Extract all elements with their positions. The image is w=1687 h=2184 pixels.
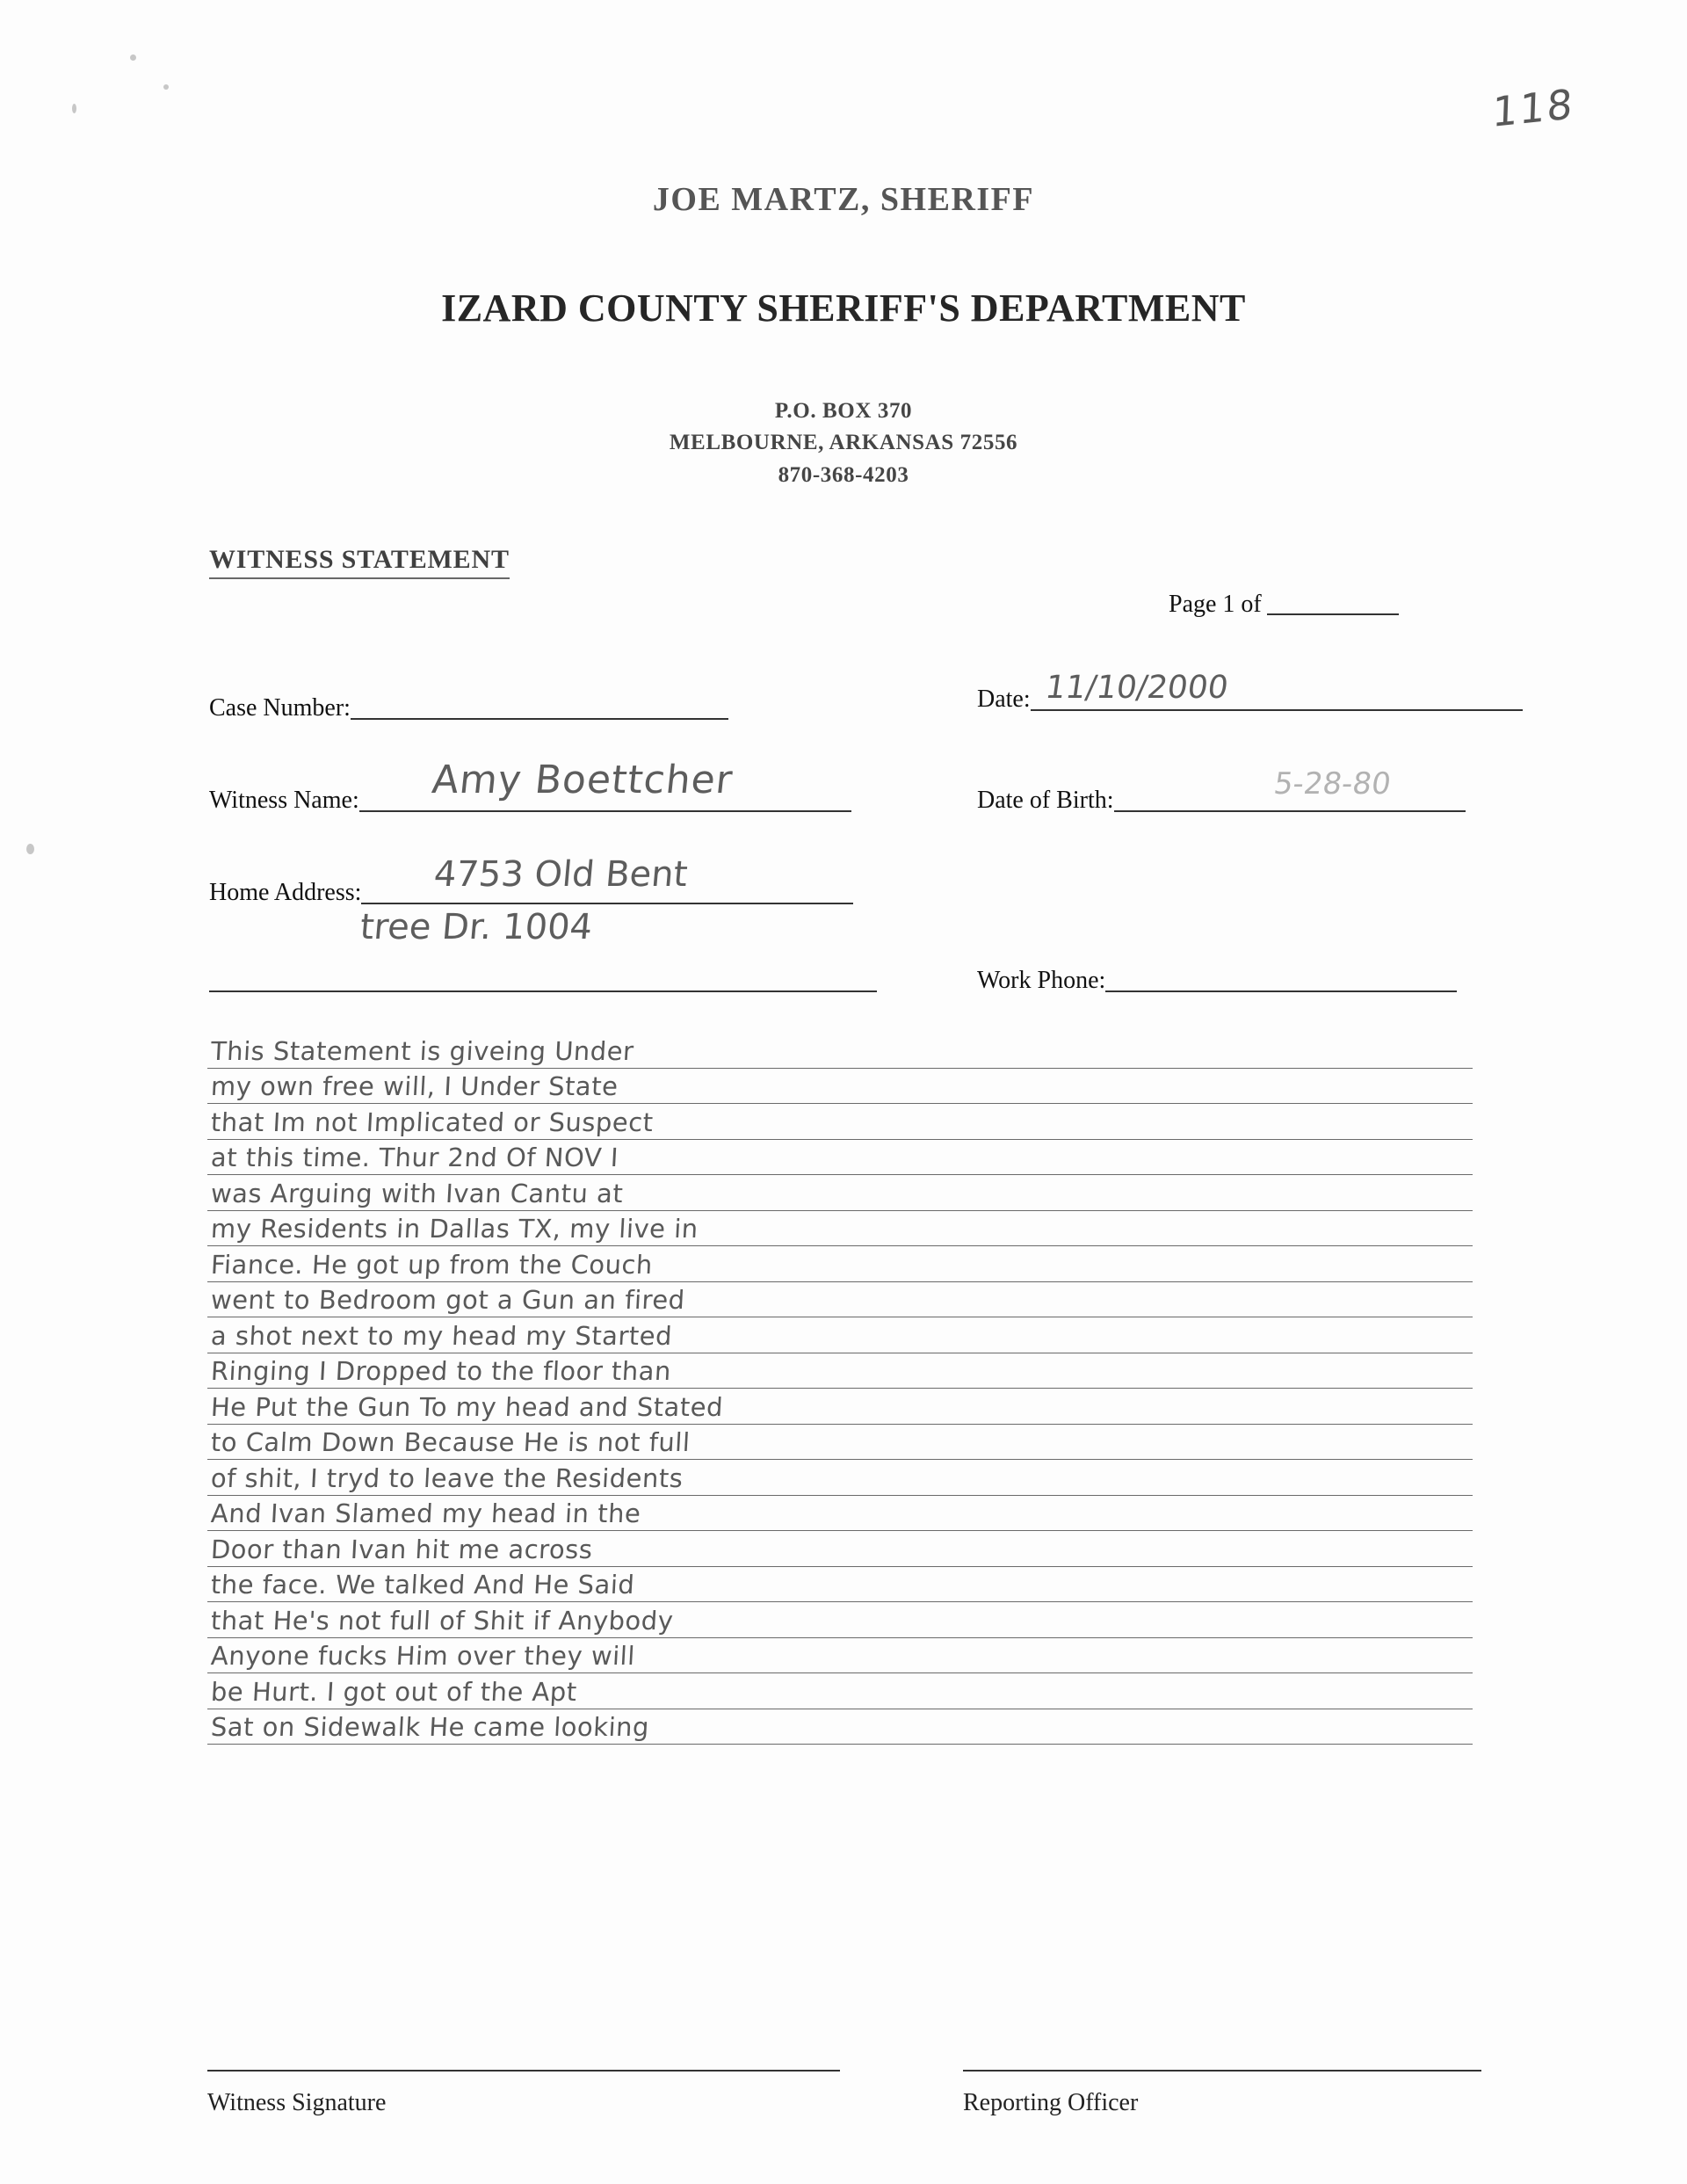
po-box-line: P.O. BOX 370: [774, 399, 913, 423]
statement-line: [207, 1389, 1473, 1425]
page-of-field: [1169, 591, 1399, 619]
sheriff-name-heading: JOE MARTZ, SHERIFF: [652, 181, 1035, 218]
city-state-zip-line: MELBOURNE, ARKANSAS 72556: [669, 431, 1018, 455]
statement-line: [207, 1246, 1473, 1282]
statement-line-text: Door than Ivan hit me across: [210, 1534, 594, 1564]
statement-line-text: be Hurt. I got out of the Apt: [210, 1676, 578, 1707]
home-address-handwritten-line2: tree Dr. 1004: [358, 907, 594, 947]
statement-line-text: the face. We talked And He Said: [210, 1570, 636, 1600]
date-label: Date:: [977, 686, 1031, 713]
home-address-label: Home Address:: [209, 879, 362, 906]
statement-line-text: to Calm Down Because He is not full: [210, 1427, 691, 1457]
witness-name-label: Witness Name:: [209, 787, 359, 814]
statement-line-text: This Statement is giveing Under: [210, 1035, 635, 1066]
statement-line: [207, 1104, 1473, 1140]
statement-line-text: that Im not Implicated or Suspect: [210, 1107, 655, 1137]
statement-line-text: Anyone fucks Him over they will: [210, 1641, 636, 1671]
statement-line: [207, 1175, 1473, 1211]
statement-line-text: that He's not full of Shit if Anybody: [210, 1605, 675, 1636]
statement-line: [207, 1353, 1473, 1389]
statement-line: [207, 1069, 1473, 1105]
case-number-rule[interactable]: [351, 697, 728, 720]
date-handwritten-value: 11/10/2000: [1043, 670, 1231, 706]
date-of-birth-field: [977, 787, 1466, 815]
statement-line: [207, 1282, 1473, 1318]
witness-signature-label: Witness Signature: [207, 2089, 387, 2116]
work-phone-label: Work Phone:: [977, 967, 1106, 994]
case-number-label: Case Number:: [209, 694, 351, 722]
department-address: [0, 395, 1687, 491]
statement-line: [207, 1673, 1473, 1709]
scan-speck: [163, 84, 169, 90]
statement-line-text: a shot next to my head my Started: [210, 1320, 673, 1351]
statement-body[interactable]: [207, 1033, 1473, 1991]
statement-line-text: Fiance. He got up from the Couch: [210, 1249, 654, 1280]
page-of-rule: [1267, 594, 1399, 615]
scan-speck: [130, 54, 136, 61]
statement-line: [207, 1638, 1473, 1674]
home-address-handwritten-line1: 4753 Old Bent: [431, 854, 690, 895]
statement-line: [207, 1211, 1473, 1247]
statement-line-text: my Residents in Dallas TX, my live in: [210, 1214, 699, 1244]
reporting-officer-label: Reporting Officer: [963, 2089, 1139, 2116]
case-number-field: [209, 694, 728, 722]
handwritten-page-number: 118: [1491, 79, 1575, 137]
statement-line: [207, 1567, 1473, 1603]
statement-line: [207, 1140, 1473, 1176]
scan-speck: [72, 104, 76, 113]
statement-line-text: at this time. Thur 2nd Of NOV I: [210, 1143, 619, 1172]
statement-line-text: Sat on Sidewalk He came looking: [210, 1712, 650, 1742]
statement-line: [207, 1531, 1473, 1567]
statement-line: [207, 1460, 1473, 1496]
page-of-label: Page 1 of: [1169, 591, 1262, 618]
phone-line: 870-368-4203: [778, 462, 909, 487]
home-address-rule-2[interactable]: [209, 969, 877, 992]
statement-line: [207, 1425, 1473, 1461]
statement-line: [207, 1602, 1473, 1638]
form-title: WITNESS STATEMENT: [209, 545, 510, 579]
statement-line-text: of shit, I tryd to leave the Residents: [210, 1462, 684, 1493]
statement-line-text: He Put the Gun To my head and Stated: [210, 1391, 724, 1422]
reporting-officer-line[interactable]: [963, 2070, 1481, 2072]
work-phone-field: [977, 967, 1457, 995]
statement-line-text: Ringing I Dropped to the floor than: [210, 1356, 672, 1386]
statement-line-text: my own free will, I Under State: [210, 1071, 619, 1101]
date-of-birth-handwritten-value: 5-28-80: [1271, 766, 1394, 802]
statement-line: [207, 1709, 1473, 1745]
scan-speck: [26, 844, 34, 854]
home-address-second-rule-row: [209, 967, 877, 995]
witness-name-handwritten-value: Amy Boettcher: [430, 758, 735, 802]
witness-signature-line[interactable]: [207, 2070, 840, 2072]
work-phone-rule[interactable]: [1105, 969, 1457, 992]
statement-line: [207, 1496, 1473, 1532]
department-heading: IZARD COUNTY SHERIFF'S DEPARTMENT: [441, 287, 1246, 330]
statement-line: [207, 1033, 1473, 1069]
date-of-birth-label: Date of Birth:: [977, 787, 1114, 814]
statement-line-text: And Ivan Slamed my head in the: [210, 1498, 642, 1528]
statement-line-text: went to Bedroom got a Gun an fired: [210, 1285, 686, 1315]
statement-line: [207, 1317, 1473, 1353]
statement-line-text: was Arguing with Ivan Cantu at: [210, 1178, 625, 1208]
